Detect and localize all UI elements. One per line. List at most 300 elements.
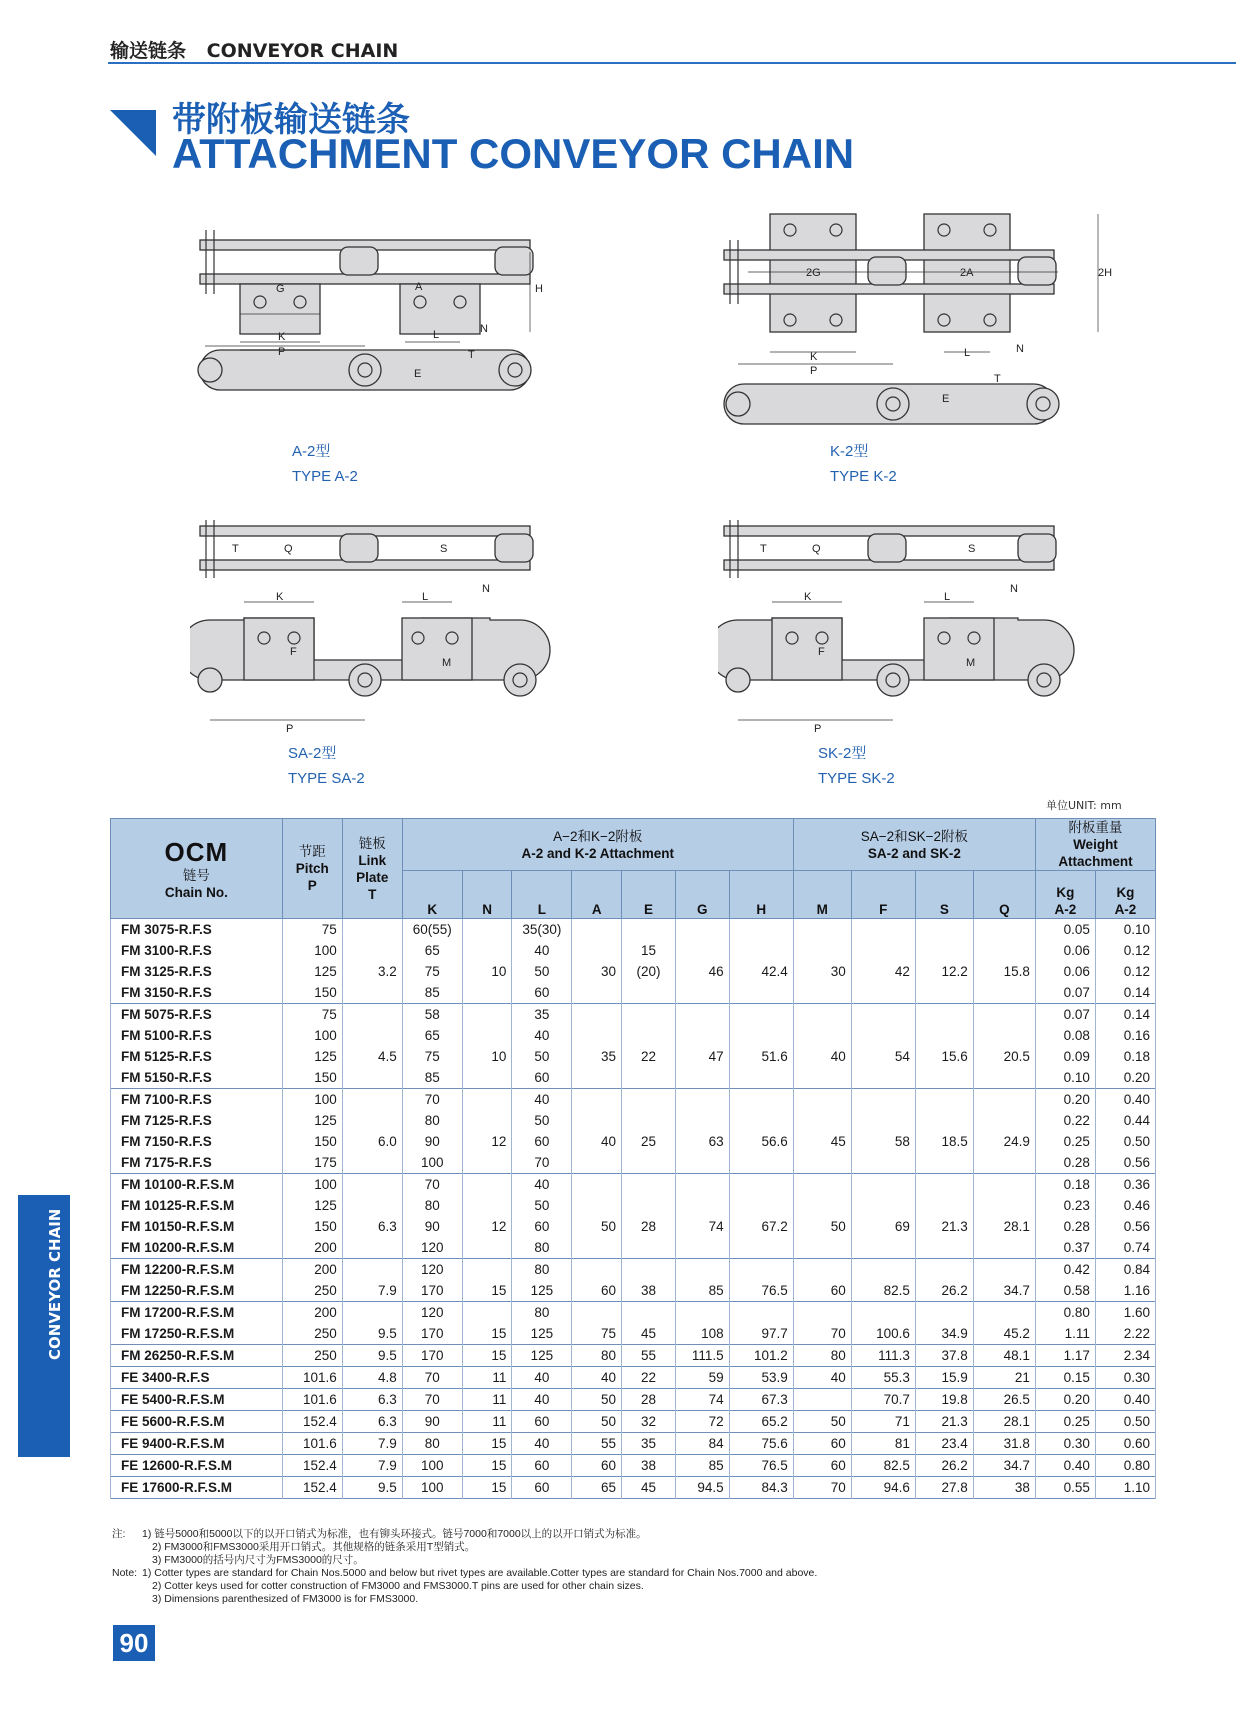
- sk2-label-t: T: [760, 543, 767, 555]
- table-row: [111, 1004, 1156, 1026]
- table-row: [111, 1067, 1156, 1089]
- diagram-sa2-cn: SA-2型: [288, 745, 337, 762]
- chain-no-en: Chain No.: [164, 884, 228, 900]
- value-cell: [915, 1152, 973, 1174]
- value-cell: [622, 919, 676, 941]
- sk2-label-f: F: [818, 646, 825, 658]
- value-cell: [973, 1025, 1035, 1046]
- value-cell: 60: [512, 1455, 572, 1477]
- value-cell: 69: [851, 1216, 915, 1237]
- value-cell: [462, 1302, 512, 1324]
- value-cell: 50: [572, 1216, 622, 1237]
- value-cell: 26.5: [973, 1389, 1035, 1411]
- value-cell: [915, 1004, 973, 1026]
- value-cell: [675, 1025, 729, 1046]
- value-cell: 67.2: [729, 1216, 793, 1237]
- k2-label-p: P: [810, 365, 818, 377]
- value-cell: [342, 1237, 402, 1259]
- value-cell: [851, 919, 915, 941]
- value-cell: 4.8: [342, 1367, 402, 1389]
- value-cell: 120: [402, 1237, 462, 1259]
- value-cell: 0.36: [1095, 1174, 1155, 1196]
- chain-no-cn: 链号: [182, 867, 210, 883]
- value-cell: 20.5: [973, 1046, 1035, 1067]
- value-cell: [462, 1259, 512, 1281]
- value-cell: 90: [402, 1411, 462, 1433]
- ak-en: A-2 and K-2 Attachment: [521, 845, 675, 861]
- col-s: S: [915, 871, 973, 919]
- value-cell: 60: [512, 982, 572, 1004]
- value-cell: 82.5: [851, 1455, 915, 1477]
- diagram-sa2-en: TYPE SA-2: [288, 770, 365, 787]
- value-cell: 125: [282, 1195, 342, 1216]
- header-rule: [108, 62, 1236, 64]
- value-cell: 80: [793, 1345, 851, 1367]
- value-cell: 0.07: [1035, 982, 1095, 1004]
- value-cell: 70: [793, 1323, 851, 1345]
- value-cell: 250: [282, 1345, 342, 1367]
- value-cell: [675, 1004, 729, 1026]
- value-cell: [675, 1110, 729, 1131]
- value-cell: [973, 940, 1035, 961]
- value-cell: 26.2: [915, 1455, 973, 1477]
- value-cell: 75: [402, 961, 462, 982]
- value-cell: 15.9: [915, 1367, 973, 1389]
- value-cell: [729, 1110, 793, 1131]
- value-cell: 75: [282, 919, 342, 941]
- value-cell: 100: [402, 1455, 462, 1477]
- value-cell: 0.44: [1095, 1110, 1155, 1131]
- col-f: F: [851, 871, 915, 919]
- value-cell: 0.56: [1095, 1152, 1155, 1174]
- value-cell: 0.80: [1035, 1302, 1095, 1324]
- value-cell: 22: [622, 1046, 676, 1067]
- table-row: [111, 1345, 1156, 1367]
- value-cell: [572, 1067, 622, 1089]
- value-cell: 15.6: [915, 1046, 973, 1067]
- table-row: [111, 1389, 1156, 1411]
- value-cell: [973, 1259, 1035, 1281]
- value-cell: [729, 1067, 793, 1089]
- table-row: [111, 1433, 1156, 1455]
- col-n: N: [462, 871, 512, 919]
- chain-no-cell: FM 3150-R.F.S: [111, 982, 283, 1004]
- value-cell: 38: [622, 1455, 676, 1477]
- col-k: K: [402, 871, 462, 919]
- value-cell: [675, 1152, 729, 1174]
- value-cell: [462, 1174, 512, 1196]
- table-row: [111, 1174, 1156, 1196]
- value-cell: [915, 1237, 973, 1259]
- table-row: [111, 1089, 1156, 1111]
- value-cell: 60: [793, 1280, 851, 1302]
- value-cell: 50: [793, 1411, 851, 1433]
- value-cell: 76.5: [729, 1455, 793, 1477]
- value-cell: 4.5: [342, 1046, 402, 1067]
- value-cell: 85: [402, 1067, 462, 1089]
- value-cell: 50: [512, 961, 572, 982]
- value-cell: [572, 919, 622, 941]
- col-a: A: [572, 871, 622, 919]
- value-cell: 0.40: [1095, 1089, 1155, 1111]
- value-cell: 28.1: [973, 1216, 1035, 1237]
- note-en-1: 1) Cotter types are standard for Chain Nos.5000 and below but rivet types are available.Cotter types are standard for Chain Nos.7000 and above.: [142, 1567, 818, 1579]
- value-cell: [622, 1089, 676, 1111]
- value-cell: [342, 1259, 402, 1281]
- value-cell: 53.9: [729, 1367, 793, 1389]
- value-cell: 150: [282, 1131, 342, 1152]
- value-cell: 74: [675, 1389, 729, 1411]
- value-cell: [729, 1025, 793, 1046]
- value-cell: 2.34: [1095, 1345, 1155, 1367]
- col-q: Q: [973, 871, 1035, 919]
- value-cell: [342, 919, 402, 941]
- value-cell: 34.9: [915, 1323, 973, 1345]
- sa2-label-q: Q: [284, 543, 293, 555]
- value-cell: 11: [462, 1389, 512, 1411]
- value-cell: [915, 1174, 973, 1196]
- value-cell: 170: [402, 1323, 462, 1345]
- value-cell: 111.3: [851, 1345, 915, 1367]
- value-cell: 0.20: [1035, 1389, 1095, 1411]
- diagram-sk2-en: TYPE SK-2: [818, 770, 895, 787]
- value-cell: 34.7: [973, 1455, 1035, 1477]
- value-cell: [851, 1004, 915, 1026]
- value-cell: 85: [675, 1455, 729, 1477]
- value-cell: [729, 1195, 793, 1216]
- k2-label-2h: 2H: [1098, 267, 1113, 279]
- value-cell: 40: [793, 1046, 851, 1067]
- value-cell: 0.16: [1095, 1025, 1155, 1046]
- value-cell: 40: [512, 1025, 572, 1046]
- value-cell: 152.4: [282, 1411, 342, 1433]
- value-cell: 0.28: [1035, 1152, 1095, 1174]
- value-cell: 0.55: [1035, 1477, 1095, 1499]
- value-cell: [462, 1004, 512, 1026]
- a2-label-a: A: [415, 281, 423, 293]
- value-cell: 125: [282, 961, 342, 982]
- value-cell: [572, 1237, 622, 1259]
- value-cell: [729, 919, 793, 941]
- value-cell: [793, 1025, 851, 1046]
- value-cell: 0.25: [1035, 1131, 1095, 1152]
- table-row: [111, 1455, 1156, 1477]
- table-row: [111, 940, 1156, 961]
- table-row: [111, 1259, 1156, 1281]
- value-cell: 125: [512, 1323, 572, 1345]
- notes-cn-label: 注:: [112, 1528, 126, 1540]
- value-cell: 15: [462, 1433, 512, 1455]
- value-cell: [342, 1152, 402, 1174]
- value-cell: 75: [572, 1323, 622, 1345]
- chain-no-cell: FM 7175-R.F.S: [111, 1152, 283, 1174]
- value-cell: [793, 919, 851, 941]
- value-cell: 60: [572, 1455, 622, 1477]
- value-cell: 94.6: [851, 1477, 915, 1499]
- value-cell: 75.6: [729, 1433, 793, 1455]
- table-row: [111, 1477, 1156, 1499]
- value-cell: [915, 1089, 973, 1111]
- value-cell: 111.5: [675, 1345, 729, 1367]
- value-cell: [572, 1259, 622, 1281]
- value-cell: [915, 919, 973, 941]
- value-cell: [915, 1025, 973, 1046]
- value-cell: 1.17: [1035, 1345, 1095, 1367]
- value-cell: 7.9: [342, 1433, 402, 1455]
- diagram-a2-cn: A-2型: [292, 443, 331, 460]
- table-row: [111, 961, 1156, 982]
- value-cell: [793, 982, 851, 1004]
- value-cell: 1.11: [1035, 1323, 1095, 1345]
- value-cell: 50: [512, 1110, 572, 1131]
- table-row: [111, 1216, 1156, 1237]
- a2-label-t: T: [468, 349, 475, 361]
- a2-label-n: N: [480, 323, 488, 335]
- chain-no-cell: FM 5150-R.F.S: [111, 1067, 283, 1089]
- value-cell: 50: [793, 1216, 851, 1237]
- value-cell: [622, 1004, 676, 1026]
- value-cell: 15: [462, 1323, 512, 1345]
- value-cell: 7.9: [342, 1455, 402, 1477]
- value-cell: 45.2: [973, 1323, 1035, 1345]
- header-cn: 输送链条: [110, 40, 187, 62]
- value-cell: 100: [282, 1174, 342, 1196]
- value-cell: 152.4: [282, 1455, 342, 1477]
- value-cell: [675, 1089, 729, 1111]
- value-cell: [793, 1259, 851, 1281]
- value-cell: 101.6: [282, 1389, 342, 1411]
- value-cell: 21.3: [915, 1216, 973, 1237]
- value-cell: 38: [973, 1477, 1035, 1499]
- value-cell: [973, 1152, 1035, 1174]
- value-cell: 12.2: [915, 961, 973, 982]
- value-cell: 74: [675, 1216, 729, 1237]
- value-cell: [572, 1025, 622, 1046]
- value-cell: [572, 1152, 622, 1174]
- chain-no-cell: FM 12200-R.F.S.M: [111, 1259, 283, 1281]
- value-cell: 0.10: [1095, 919, 1155, 941]
- value-cell: 70: [793, 1477, 851, 1499]
- chain-no-cell: FE 5400-R.F.S.M: [111, 1389, 283, 1411]
- diagram-sa2-caption: [288, 741, 365, 791]
- value-cell: [622, 1259, 676, 1281]
- sa2-label-s: S: [440, 543, 448, 555]
- value-cell: 28: [622, 1389, 676, 1411]
- value-cell: 35: [572, 1046, 622, 1067]
- value-cell: 32: [622, 1411, 676, 1433]
- value-cell: 120: [402, 1302, 462, 1324]
- plate-en1: Link: [358, 852, 387, 868]
- value-cell: 200: [282, 1302, 342, 1324]
- value-cell: 51.6: [729, 1046, 793, 1067]
- value-cell: [851, 1110, 915, 1131]
- value-cell: [622, 1237, 676, 1259]
- value-cell: [572, 1302, 622, 1324]
- value-cell: [342, 982, 402, 1004]
- col-g: G: [675, 871, 729, 919]
- value-cell: [572, 1195, 622, 1216]
- table-row: [111, 982, 1156, 1004]
- value-cell: 15: [462, 1455, 512, 1477]
- notes-en-label: Note:: [112, 1567, 138, 1579]
- group-sask: [793, 819, 1035, 871]
- table-row: [111, 1411, 1156, 1433]
- value-cell: 31.8: [973, 1433, 1035, 1455]
- ak-cn: A−2和K−2附板: [553, 828, 643, 844]
- value-cell: [462, 940, 512, 961]
- value-cell: 35: [512, 1004, 572, 1026]
- value-cell: 0.12: [1095, 940, 1155, 961]
- value-cell: 11: [462, 1411, 512, 1433]
- a2-label-g: G: [276, 283, 285, 295]
- value-cell: 0.25: [1035, 1411, 1095, 1433]
- value-cell: 80: [402, 1110, 462, 1131]
- table-row: [111, 1152, 1156, 1174]
- value-cell: 84.3: [729, 1477, 793, 1499]
- value-cell: [793, 1110, 851, 1131]
- value-cell: 40: [512, 1367, 572, 1389]
- value-cell: 250: [282, 1323, 342, 1345]
- weight-type-1: A-2: [1054, 902, 1077, 917]
- value-cell: 15: [462, 1280, 512, 1302]
- value-cell: 250: [282, 1280, 342, 1302]
- value-cell: 0.14: [1095, 982, 1155, 1004]
- value-cell: 15: [462, 1477, 512, 1499]
- plate-cn: 链板: [358, 835, 386, 851]
- value-cell: 60(55): [402, 919, 462, 941]
- value-cell: 0.05: [1035, 919, 1095, 941]
- value-cell: [675, 1067, 729, 1089]
- value-cell: 54: [851, 1046, 915, 1067]
- value-cell: [915, 1110, 973, 1131]
- note-cn-2: 2) FM3000和FMS3000采用开口销式。其他规格的链条采用T型销式。: [152, 1541, 476, 1553]
- value-cell: 150: [282, 982, 342, 1004]
- value-cell: 6.3: [342, 1389, 402, 1411]
- value-cell: [793, 940, 851, 961]
- value-cell: [851, 1025, 915, 1046]
- value-cell: [793, 1089, 851, 1111]
- value-cell: 24.9: [973, 1131, 1035, 1152]
- value-cell: 30: [793, 961, 851, 982]
- value-cell: 0.40: [1035, 1455, 1095, 1477]
- value-cell: [915, 1067, 973, 1089]
- diagram-sa2: [190, 520, 560, 735]
- value-cell: 70: [402, 1367, 462, 1389]
- value-cell: 2.22: [1095, 1323, 1155, 1345]
- value-cell: 60: [512, 1216, 572, 1237]
- table-row: [111, 1302, 1156, 1324]
- value-cell: 3.2: [342, 961, 402, 982]
- value-cell: 40: [512, 940, 572, 961]
- value-cell: 35(30): [512, 919, 572, 941]
- side-tab-cn: 输送链条: [29, 1299, 47, 1360]
- table-row: [111, 1131, 1156, 1152]
- header-en: CONVEYOR CHAIN: [206, 40, 399, 62]
- value-cell: 40: [512, 1089, 572, 1111]
- group-ak: [402, 819, 793, 871]
- value-cell: [973, 1089, 1035, 1111]
- k2-label-t: T: [994, 373, 1001, 385]
- value-cell: 59: [675, 1367, 729, 1389]
- value-cell: 60: [793, 1433, 851, 1455]
- chain-no-cell: FM 10125-R.F.S.M: [111, 1195, 283, 1216]
- value-cell: [462, 1089, 512, 1111]
- value-cell: 70: [402, 1089, 462, 1111]
- value-cell: [915, 982, 973, 1004]
- sa2-label-t: T: [232, 543, 239, 555]
- value-cell: [973, 1110, 1035, 1131]
- value-cell: 6.3: [342, 1411, 402, 1433]
- value-cell: 0.40: [1095, 1389, 1155, 1411]
- value-cell: 60: [793, 1455, 851, 1477]
- value-cell: [342, 1110, 402, 1131]
- diagram-k2-en: TYPE K-2: [830, 468, 897, 485]
- value-cell: 6.0: [342, 1131, 402, 1152]
- value-cell: [462, 982, 512, 1004]
- value-cell: 46: [675, 961, 729, 982]
- value-cell: 80: [402, 1433, 462, 1455]
- chain-no-cell: FM 10100-R.F.S.M: [111, 1174, 283, 1196]
- value-cell: 10: [462, 1046, 512, 1067]
- value-cell: 0.30: [1035, 1433, 1095, 1455]
- table-row: [111, 919, 1156, 941]
- value-cell: 101.6: [282, 1433, 342, 1455]
- page-number: 90: [113, 1625, 155, 1661]
- value-cell: [729, 1174, 793, 1196]
- col-m: M: [793, 871, 851, 919]
- value-cell: [851, 1195, 915, 1216]
- diagram-k2: [718, 212, 1118, 430]
- weight-unit-2: Kg: [1116, 885, 1135, 900]
- value-cell: 56.6: [729, 1131, 793, 1152]
- value-cell: [973, 1174, 1035, 1196]
- value-cell: [851, 1067, 915, 1089]
- value-cell: 65: [402, 1025, 462, 1046]
- value-cell: 0.42: [1035, 1259, 1095, 1281]
- value-cell: 0.23: [1035, 1195, 1095, 1216]
- value-cell: 48.1: [973, 1345, 1035, 1367]
- value-cell: 12: [462, 1216, 512, 1237]
- value-cell: 125: [282, 1046, 342, 1067]
- a2-label-h: H: [535, 283, 543, 295]
- weight-type-2: A-2: [1114, 902, 1137, 917]
- pitch-cn: 节距: [298, 844, 326, 859]
- sk2-label-m: M: [966, 657, 976, 669]
- weight-en1: Weight: [1073, 837, 1118, 852]
- spec-table: [110, 818, 1156, 1499]
- value-cell: 80: [512, 1259, 572, 1281]
- value-cell: 58: [402, 1004, 462, 1026]
- chain-no-cell: FE 12600-R.F.S.M: [111, 1455, 283, 1477]
- value-cell: 9.5: [342, 1477, 402, 1499]
- value-cell: 55.3: [851, 1367, 915, 1389]
- value-cell: [793, 1152, 851, 1174]
- plate-sym: T: [368, 886, 377, 902]
- value-cell: 30: [572, 961, 622, 982]
- value-cell: [729, 1237, 793, 1259]
- diagram-sk2-cn: SK-2型: [818, 745, 867, 762]
- value-cell: 75: [402, 1046, 462, 1067]
- value-cell: 0.20: [1095, 1067, 1155, 1089]
- value-cell: 0.50: [1095, 1131, 1155, 1152]
- value-cell: 81: [851, 1433, 915, 1455]
- k2-label-e: E: [942, 393, 950, 405]
- value-cell: 47: [675, 1046, 729, 1067]
- value-cell: 65: [402, 940, 462, 961]
- value-cell: 40: [572, 1131, 622, 1152]
- sk2-label-q: Q: [812, 543, 821, 555]
- value-cell: [675, 982, 729, 1004]
